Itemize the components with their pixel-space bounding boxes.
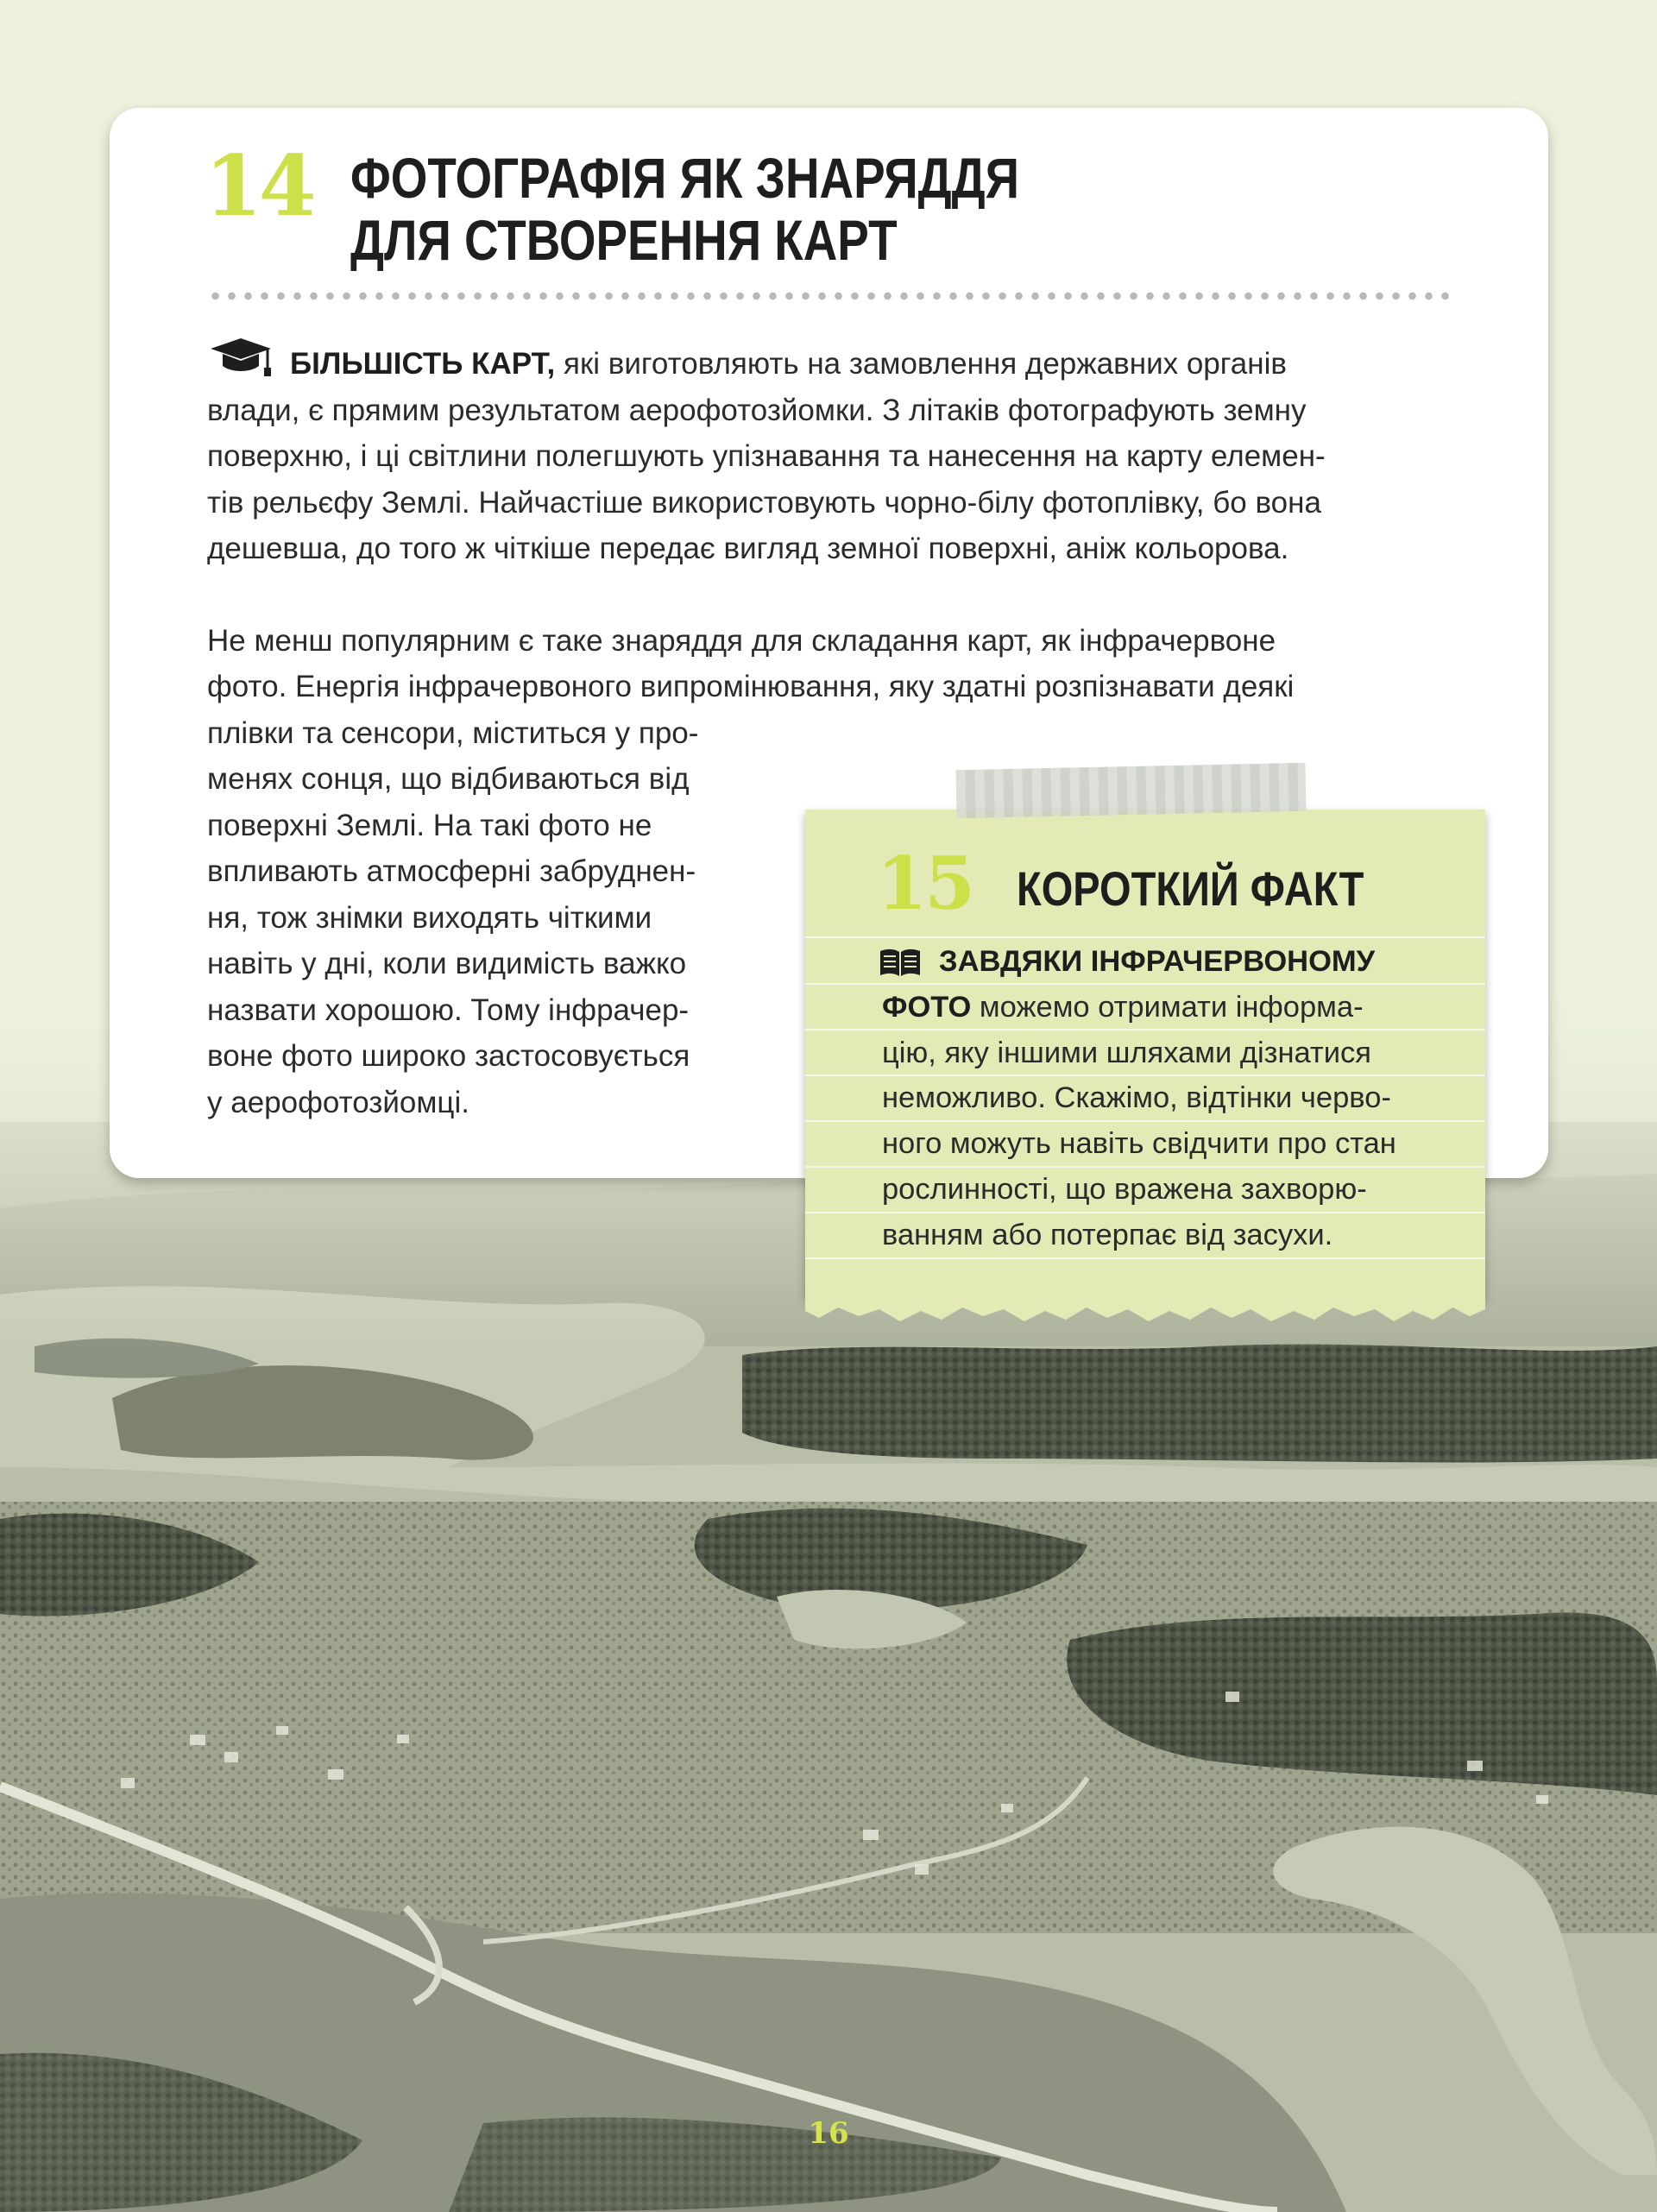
lead-phrase: БІЛЬШІСТЬ КАРТ, <box>290 347 556 381</box>
text-line: воне фото широко застосовується <box>207 1039 690 1073</box>
fact-lead-word: ФОТО <box>882 990 972 1024</box>
text-line: ня, тож знімки виходять чіткими <box>207 900 652 935</box>
text-line: рослинності, що вражена захворю- <box>882 1172 1367 1206</box>
text-line: впливають атмосферні забруднен- <box>207 854 696 888</box>
text-fragment: які виготовляють на замовлення державних органів <box>555 347 1287 381</box>
fact-body <box>882 939 1477 1258</box>
text-line: поверхні Землі. На такі фото не <box>207 808 652 842</box>
section-title-line: ДЛЯ СТВОРЕННЯ КАРТ <box>350 208 898 272</box>
fact-title: КОРОТКИЙ ФАКТ <box>1017 861 1364 916</box>
text-line: влади, є прямим результатом аерофотозйомки. З літаків фотографують земну <box>207 393 1307 427</box>
text-line: цію, яку іншими шляхами дізнатися <box>882 1036 1371 1069</box>
text-line: дешевша, до того ж чіткіше передає вигляд земної поверхні, аніж кольорова. <box>207 532 1289 565</box>
section-title <box>350 146 1020 272</box>
fact-number: 15 <box>877 841 973 926</box>
text-line <box>207 341 1450 388</box>
text-line: неможливо. Скажімо, відтінки черво- <box>882 1081 1391 1115</box>
text-line: ванням або потерпає від засухи. <box>882 1218 1333 1251</box>
text-line: ного можуть навіть свідчити про стан <box>882 1127 1396 1161</box>
text-fragment: можемо отримати інформа- <box>971 990 1364 1024</box>
dotted-divider <box>207 292 1450 300</box>
text-line: тів рельєфу Землі. Найчастіше використовують чорно-білу фотоплівку, бо вона <box>207 485 1321 520</box>
text-line: плівки та сенсори, міститься у про- <box>207 715 699 750</box>
section-title-line: ФОТОГРАФІЯ ЯК ЗНАРЯДДЯ <box>350 146 1020 210</box>
text-line <box>882 985 1477 1030</box>
fact-lead-line: ЗАВДЯКИ ІНФРАЧЕРВОНОМУ <box>939 945 1376 978</box>
section-number: 14 <box>205 137 313 235</box>
torn-edge <box>805 1290 1485 1325</box>
text-line: навіть у дні, коли видимість важко <box>207 947 687 980</box>
text-line: поверхню, і ці світлини полегшують упізнавання та нанесення на карту елемен- <box>207 439 1326 473</box>
page-number: 16 <box>808 2116 849 2151</box>
masking-tape <box>955 763 1306 818</box>
text-line: фото. Енергія інфрачервоного випромінювання, яку здатні розпізнавати деякі <box>207 670 1295 703</box>
text-line: менях сонця, що відбиваються від <box>207 762 690 796</box>
text-line: назвати хорошою. Тому інфрачер- <box>207 993 690 1027</box>
text-line: у аерофотозйомці. <box>207 1085 469 1119</box>
note-rule <box>805 936 1485 938</box>
text-line: Не менш популярним є таке знаряддя для складання карт, як інфрачервоне <box>207 623 1276 658</box>
